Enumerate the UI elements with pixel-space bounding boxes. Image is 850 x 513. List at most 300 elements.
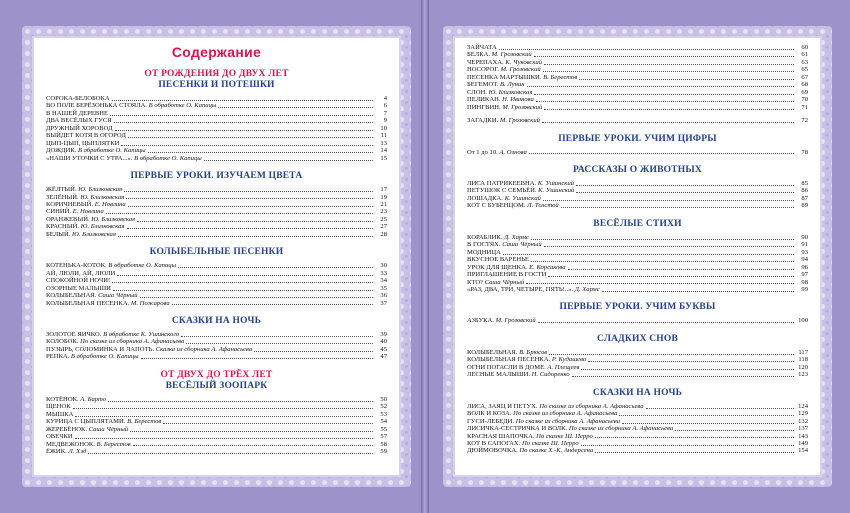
page-number: 71 bbox=[801, 103, 808, 111]
page-number: 30 bbox=[380, 262, 387, 270]
entry-title bbox=[467, 364, 579, 371]
entry-title bbox=[46, 95, 110, 102]
toc-entry[interactable] bbox=[467, 241, 808, 248]
page-number: 53 bbox=[380, 410, 387, 418]
entry-title-text: ВОЛК И КОЗА. bbox=[467, 410, 512, 418]
page-number: 36 bbox=[380, 292, 387, 300]
toc-entry[interactable] bbox=[467, 89, 808, 96]
entry-author: По сказке Ш. Перро bbox=[522, 439, 579, 447]
entry-title bbox=[46, 223, 125, 230]
section-heading: КОЛЫБЕЛЬНЫЕ ПЕСЕНКИ bbox=[149, 247, 284, 258]
entry-title-text: «РАЗ, ДВА, ТРИ, ЧЕТЫРЕ, ПЯТЬ!..». bbox=[467, 285, 574, 293]
page-number: 89 bbox=[801, 202, 808, 210]
page-number: 63 bbox=[801, 58, 808, 66]
page-number: 117 bbox=[798, 348, 808, 356]
entry-title bbox=[467, 234, 529, 241]
entry-title bbox=[46, 433, 73, 440]
page-number: 35 bbox=[380, 284, 387, 292]
entry-title-text: ЗЕЛЁНЫЙ. bbox=[46, 193, 79, 201]
toc-entry[interactable] bbox=[46, 346, 387, 353]
entry-title bbox=[467, 149, 527, 156]
entry-title-text: НОСОРОГ. bbox=[467, 66, 499, 74]
dot-leader bbox=[133, 445, 373, 446]
page-number: 69 bbox=[801, 88, 808, 96]
entry-title-text: СИНИЙ. bbox=[46, 208, 72, 216]
dot-leader bbox=[534, 56, 794, 57]
toc-entry[interactable] bbox=[46, 186, 387, 193]
entry-title bbox=[467, 187, 574, 194]
toc-entry[interactable] bbox=[46, 403, 387, 410]
dot-leader bbox=[534, 94, 794, 95]
dot-leader bbox=[526, 283, 794, 284]
dot-leader bbox=[137, 221, 373, 222]
toc-entry[interactable] bbox=[46, 117, 387, 124]
page-number: 40 bbox=[380, 338, 387, 346]
toc-entry[interactable] bbox=[467, 149, 808, 156]
entry-title bbox=[46, 186, 122, 193]
entry-title-text: ВЫЙДЕТ КОТЯ В ОГОРОД bbox=[46, 132, 126, 140]
toc-entry[interactable] bbox=[467, 317, 808, 324]
page-number: 67 bbox=[801, 73, 808, 81]
toc-entry[interactable] bbox=[467, 403, 808, 410]
page-number: 99 bbox=[801, 285, 808, 293]
left-sheet bbox=[36, 40, 397, 473]
page-number: 55 bbox=[380, 425, 387, 433]
toc-entry[interactable] bbox=[467, 51, 808, 58]
toc-entry[interactable] bbox=[46, 95, 387, 102]
page-number: 7 bbox=[383, 109, 387, 117]
entry-author: М. Грозовский bbox=[491, 51, 532, 59]
entry-author: К. Ушинский bbox=[504, 194, 541, 202]
entry-title-text: КОЛЫБЕЛЬНАЯ. bbox=[46, 292, 97, 300]
toc-entry[interactable] bbox=[467, 364, 808, 371]
entry-title-text: КТО? bbox=[467, 278, 484, 286]
entry-title-text: ПИНГВИН. bbox=[467, 103, 501, 111]
toc-entry[interactable] bbox=[467, 418, 808, 425]
entry-title-text: ДРУЖНЫЙ ХОРОВОД bbox=[46, 124, 113, 132]
toc-entry[interactable] bbox=[467, 256, 808, 263]
entry-author: По сказке из сборника А. Афанасьева bbox=[539, 402, 644, 410]
entry-author: В обработке О. Капицы bbox=[148, 102, 217, 110]
entry-title-text: ЗОЛОТОЕ ЯИЧКО. bbox=[46, 330, 102, 338]
entry-title-text: ДЮЙМОВОЧКА. bbox=[467, 447, 518, 455]
page-number: 137 bbox=[798, 425, 808, 433]
dot-leader bbox=[602, 291, 794, 292]
entry-author: Ю. Близковская bbox=[72, 230, 116, 238]
entry-author: Д. Хармс bbox=[504, 233, 530, 241]
toc-entry[interactable] bbox=[467, 117, 808, 124]
entry-title bbox=[46, 110, 108, 117]
page-number: 132 bbox=[798, 417, 808, 425]
entry-title bbox=[467, 418, 620, 425]
entry-title-text: ДОЖДИК. bbox=[46, 147, 77, 155]
toc-entry[interactable] bbox=[467, 425, 808, 432]
toc-entry[interactable] bbox=[467, 66, 808, 73]
toc-entry[interactable] bbox=[467, 96, 808, 103]
entry-title-text: КОЛЫБЕЛЬНАЯ ПЕСЕНКА. bbox=[46, 299, 130, 307]
entry-title-text: ОВЕЧКИ bbox=[46, 433, 73, 441]
entry-title bbox=[467, 403, 644, 410]
lace-frame-left bbox=[22, 26, 411, 487]
dot-leader bbox=[531, 239, 794, 240]
dot-leader bbox=[254, 351, 373, 352]
dot-leader bbox=[141, 358, 373, 359]
entry-title bbox=[467, 241, 542, 248]
entry-author: К. Чуковский bbox=[505, 58, 543, 66]
entry-title bbox=[46, 262, 176, 269]
entry-author: В. Берестов bbox=[127, 418, 162, 426]
entry-author: В. Брюсов bbox=[519, 348, 548, 356]
dot-leader bbox=[675, 430, 794, 431]
entry-title-text: ЖЕРЕБЁНОК. bbox=[46, 425, 88, 433]
entry-title-text: КОТ В САПОГАХ. bbox=[467, 439, 521, 447]
entry-author: Саша Чёрный bbox=[484, 278, 525, 286]
dot-leader bbox=[572, 376, 794, 377]
entry-title-text: ОЗОРНЫЕ МАЛЫШИ bbox=[46, 284, 111, 292]
entry-title bbox=[467, 117, 540, 124]
dot-leader bbox=[88, 453, 373, 454]
section-gap bbox=[467, 293, 808, 302]
entry-title bbox=[46, 396, 106, 403]
dot-leader bbox=[110, 115, 373, 116]
dot-leader bbox=[542, 122, 794, 123]
entry-title-text: КРАСНЫЙ. bbox=[46, 223, 79, 231]
dot-leader bbox=[115, 130, 373, 131]
toc-entry[interactable] bbox=[46, 110, 387, 117]
page-number: 85 bbox=[801, 179, 808, 187]
entry-title-text: ПУЗЫРЬ, СОЛОМИНКА И ЛАПОТЬ. bbox=[46, 345, 155, 353]
page-number: 25 bbox=[380, 215, 387, 223]
entry-author: Ю. Близковская bbox=[488, 88, 533, 96]
page-number: 21 bbox=[380, 200, 387, 208]
lace-frame-right bbox=[443, 26, 832, 487]
page-number: 78 bbox=[801, 148, 808, 156]
entry-title-text: КОЛЫБЕЛЬНАЯ ПЕСЕНКА. bbox=[467, 356, 551, 364]
entry-author: Р. Кудашева bbox=[551, 356, 587, 364]
toc-entry[interactable] bbox=[46, 418, 387, 425]
entry-title-text: КОТЁНОК. bbox=[46, 395, 79, 403]
entry-author: А. Барто bbox=[80, 395, 107, 403]
toc-entry[interactable] bbox=[46, 338, 387, 345]
entry-title-text: От 1 до 10. bbox=[467, 148, 498, 156]
toc-entry[interactable] bbox=[467, 371, 808, 378]
page-number: 27 bbox=[380, 223, 387, 231]
section-heading: ОТ ДВУХ ДО ТРЁХ ЛЕТ bbox=[160, 369, 273, 380]
entry-author: А. Плещеев bbox=[547, 363, 580, 371]
dot-leader bbox=[531, 261, 794, 262]
toc-entry[interactable] bbox=[46, 194, 387, 201]
entry-author: М. Грозовский bbox=[502, 103, 543, 111]
dot-leader bbox=[646, 408, 794, 409]
toc-entry[interactable] bbox=[467, 356, 808, 363]
toc-entry[interactable] bbox=[467, 249, 808, 256]
left-page bbox=[0, 0, 421, 513]
toc-entry[interactable] bbox=[467, 264, 808, 271]
section-gap bbox=[467, 125, 808, 134]
dot-leader bbox=[536, 101, 794, 102]
toc-entry[interactable] bbox=[46, 155, 387, 162]
entry-author: По сказке из сборника А. Афанасьева bbox=[513, 410, 618, 418]
toc-entry[interactable] bbox=[46, 426, 387, 433]
toc-entry[interactable] bbox=[46, 433, 387, 440]
entry-title-text: ЩЕНОК bbox=[46, 403, 71, 411]
dot-leader bbox=[121, 145, 373, 146]
entry-title bbox=[467, 249, 501, 256]
page-number: 4 bbox=[383, 95, 387, 102]
dot-leader bbox=[128, 206, 373, 207]
dot-leader bbox=[117, 275, 373, 276]
section-gap bbox=[467, 156, 808, 165]
entry-author: Сказка из сборника А. Афанасьева bbox=[155, 345, 253, 353]
entry-author: Н. Сидоренко bbox=[531, 371, 570, 379]
toc-entry[interactable] bbox=[467, 234, 808, 241]
entry-author: А. Ознова bbox=[499, 148, 527, 156]
toc-section bbox=[46, 370, 387, 456]
entry-author: Ю. Близковская bbox=[78, 186, 123, 194]
entry-title bbox=[46, 338, 184, 345]
entry-title-text: ЛИСА ПАТРИКЕЕВНА. bbox=[467, 179, 537, 187]
entry-author: М. Грозовский bbox=[500, 66, 541, 74]
page-number: 37 bbox=[380, 299, 387, 307]
dot-leader bbox=[163, 423, 373, 424]
entry-title-text: ЦЫП-ЦЫП, ЦЫПЛЯТКИ bbox=[46, 139, 120, 147]
entry-title-text: ЛИСА, ЗАЯЦ И ПЕТУХ. bbox=[467, 402, 538, 410]
entry-author: По сказке из сборника А. Афанасьева bbox=[80, 338, 185, 346]
dot-leader bbox=[529, 153, 794, 154]
dot-leader bbox=[128, 137, 373, 138]
page-number: 61 bbox=[801, 51, 808, 59]
page-number: 87 bbox=[801, 194, 808, 202]
toc-entry[interactable] bbox=[46, 277, 387, 284]
dot-leader bbox=[124, 191, 373, 192]
page-number: 6 bbox=[383, 102, 387, 110]
toc-entry[interactable] bbox=[467, 74, 808, 81]
entry-title bbox=[46, 448, 86, 455]
dot-leader bbox=[73, 408, 373, 409]
toc-entry[interactable] bbox=[467, 195, 808, 202]
dot-leader bbox=[503, 254, 794, 255]
entry-title-text: ЧЕРЕПАХА. bbox=[467, 58, 504, 66]
page-number: 19 bbox=[380, 193, 387, 201]
entry-author: Л. Толстой bbox=[527, 202, 559, 210]
dot-leader bbox=[186, 343, 373, 344]
dot-leader bbox=[576, 192, 794, 193]
entry-author: По сказке из сборника А. Афанасьева bbox=[568, 425, 674, 433]
entry-title bbox=[46, 102, 216, 109]
right-toc bbox=[467, 44, 808, 471]
entry-author: Ю. Близковская bbox=[91, 215, 136, 223]
toc-entry[interactable] bbox=[467, 104, 808, 111]
toc-section bbox=[467, 388, 808, 455]
section-heading: СЛАДКИХ СНОВ bbox=[597, 333, 678, 344]
page-number: 23 bbox=[380, 208, 387, 216]
toc-entry[interactable] bbox=[46, 292, 387, 299]
toc-entry[interactable] bbox=[46, 300, 387, 307]
entry-author: В обработке О. Капицы bbox=[77, 147, 146, 155]
entry-title-text: УРОК ДЛЯ ЩЕНКА. bbox=[467, 263, 528, 271]
toc-entry[interactable] bbox=[46, 331, 387, 338]
toc-entry[interactable] bbox=[46, 231, 387, 238]
section-heading: ПЕРВЫЕ УРОКИ. УЧИМ ЦИФРЫ bbox=[558, 133, 717, 144]
toc-entry[interactable] bbox=[467, 202, 808, 209]
entry-author: М. Грозовский bbox=[499, 117, 540, 125]
toc-entry[interactable] bbox=[46, 353, 387, 360]
toc-entry[interactable] bbox=[46, 132, 387, 139]
dot-leader bbox=[75, 416, 373, 417]
entry-title bbox=[467, 264, 566, 271]
right-page bbox=[429, 0, 850, 513]
dot-leader bbox=[595, 437, 794, 438]
toc-entry[interactable] bbox=[467, 410, 808, 417]
toc-section bbox=[467, 334, 808, 379]
entry-title bbox=[467, 371, 570, 378]
entry-author: Е. Новлина bbox=[94, 200, 126, 208]
entry-title-text: КОЛОБОК. bbox=[46, 338, 79, 346]
page-number: 123 bbox=[798, 371, 808, 379]
toc-entry[interactable] bbox=[467, 286, 808, 293]
toc-entry[interactable] bbox=[467, 433, 808, 440]
section-subheading: ВЕСЁЛЫЙ ЗООПАРК bbox=[165, 380, 268, 391]
toc-entry[interactable] bbox=[467, 81, 808, 88]
entry-title-text: ГУСИ-ЛЕБЕДИ. bbox=[467, 417, 515, 425]
entry-title bbox=[46, 147, 146, 154]
entry-title bbox=[467, 271, 546, 278]
section-heading: ПЕРВЫЕ УРОКИ. УЧИМ БУКВЫ bbox=[559, 302, 716, 313]
page-number: 15 bbox=[380, 154, 387, 162]
page-number: 100 bbox=[798, 317, 808, 325]
entry-title-text: «НАШИ УТОЧКИ С УТРА...». bbox=[46, 154, 133, 162]
entry-title bbox=[46, 300, 170, 307]
page-number: 154 bbox=[798, 447, 808, 455]
toc-entry[interactable] bbox=[467, 271, 808, 278]
entry-author: М. Пожарова bbox=[130, 299, 170, 307]
toc-entry[interactable] bbox=[46, 285, 387, 292]
dot-leader bbox=[204, 160, 373, 161]
page-number: 50 bbox=[380, 395, 387, 403]
dot-leader bbox=[112, 282, 373, 283]
dot-leader bbox=[576, 185, 794, 186]
toc-entry[interactable] bbox=[46, 223, 387, 230]
toc-section bbox=[467, 44, 808, 111]
entry-title-text: ПЕСЕНКА МАРТЫШКИ. bbox=[467, 73, 542, 81]
entry-author: Е. Корсакова bbox=[529, 263, 566, 271]
page-number: 33 bbox=[380, 269, 387, 277]
toc-entry[interactable] bbox=[46, 396, 387, 403]
entry-title bbox=[467, 44, 497, 51]
toc-entry[interactable] bbox=[467, 349, 808, 356]
entry-title bbox=[46, 411, 73, 418]
entry-author: По сказке Х.-К. Андерсена bbox=[519, 447, 594, 455]
dot-leader bbox=[543, 200, 794, 201]
dot-leader bbox=[172, 304, 373, 305]
dot-leader bbox=[75, 438, 373, 439]
entry-author: В обработке О. Капицы bbox=[108, 262, 177, 270]
entry-author: К. Ушинский bbox=[538, 187, 575, 195]
toc-entry[interactable] bbox=[46, 208, 387, 215]
page-number: 94 bbox=[801, 256, 808, 264]
entry-title-text: СОРОКА-БЕЛОБОКА bbox=[46, 95, 110, 102]
entry-title-text: ОРАНЖЕВЫЙ. bbox=[46, 215, 90, 223]
toc-entry[interactable] bbox=[46, 102, 387, 109]
entry-title-text: ЗАЙЧАТА bbox=[467, 44, 497, 51]
toc-entry[interactable] bbox=[46, 441, 387, 448]
dot-leader bbox=[126, 198, 373, 199]
page-number: 17 bbox=[380, 186, 387, 194]
dot-leader bbox=[130, 431, 373, 432]
entry-author: М. Грозовский bbox=[495, 317, 536, 325]
entry-title-text: ЛОШАДКА. bbox=[467, 194, 503, 202]
page-number: 52 bbox=[380, 403, 387, 411]
toc-entry[interactable] bbox=[46, 448, 387, 455]
entry-title-text: КОРАБЛИК. bbox=[467, 233, 503, 241]
toc-section bbox=[46, 69, 387, 162]
toc-entry[interactable] bbox=[467, 59, 808, 66]
toc-entry[interactable] bbox=[46, 147, 387, 154]
section-heading: РАССКАЗЫ О ЖИВОТНЫХ bbox=[573, 164, 702, 175]
page-number: 54 bbox=[380, 418, 387, 426]
page-number: 28 bbox=[380, 230, 387, 238]
page-number: 57 bbox=[380, 433, 387, 441]
toc-entry[interactable] bbox=[46, 411, 387, 418]
toc-entry[interactable] bbox=[467, 187, 808, 194]
toc-section bbox=[46, 171, 387, 238]
section-gap bbox=[46, 162, 387, 171]
section-heading: СКАЗКИ НА НОЧЬ bbox=[171, 315, 262, 326]
toc-entry[interactable] bbox=[467, 279, 808, 286]
page-number: 124 bbox=[798, 402, 808, 410]
entry-title bbox=[46, 418, 161, 425]
left-toc bbox=[46, 44, 387, 471]
entry-title bbox=[467, 104, 542, 111]
entry-title bbox=[46, 132, 126, 139]
entry-title-text: РЕПКА. bbox=[46, 353, 70, 361]
entry-author: По сказке из сборника А. Афанасьева bbox=[515, 417, 621, 425]
entry-title bbox=[467, 66, 541, 73]
page-number: 118 bbox=[798, 356, 808, 364]
section-subheading: ПЕСЕНКИ И ПОТЕШКИ bbox=[158, 80, 275, 90]
entry-author: Саша Чёрный bbox=[98, 292, 138, 300]
page-number: 143 bbox=[798, 432, 808, 440]
toc-entry[interactable] bbox=[46, 140, 387, 147]
entry-title bbox=[467, 256, 529, 263]
entry-title bbox=[46, 441, 131, 448]
entry-title bbox=[46, 426, 128, 433]
book-gutter bbox=[421, 0, 429, 513]
dot-leader bbox=[178, 267, 373, 268]
toc-section bbox=[46, 247, 387, 307]
toc-entry[interactable] bbox=[467, 44, 808, 51]
toc-section bbox=[46, 316, 387, 361]
entry-author: Ю. Близковская bbox=[80, 223, 125, 231]
entry-title-text: АЙ, ЛЮЛИ, АЙ, ЛЮЛИ bbox=[46, 269, 116, 277]
dot-leader bbox=[106, 213, 373, 214]
entry-title bbox=[467, 74, 577, 81]
dot-leader bbox=[113, 290, 373, 291]
entry-title bbox=[467, 317, 536, 324]
page-number: 9 bbox=[383, 117, 387, 125]
toc-entry[interactable] bbox=[467, 447, 808, 454]
page-number: 70 bbox=[801, 96, 808, 104]
dot-leader bbox=[114, 122, 373, 123]
page-number: 39 bbox=[380, 330, 387, 338]
page-number: 129 bbox=[798, 410, 808, 418]
dot-leader bbox=[544, 109, 794, 110]
page-number: 149 bbox=[798, 439, 808, 447]
entry-author: Д. Хармс bbox=[574, 285, 600, 293]
section-heading: ОТ РОЖДЕНИЯ ДО ДВУХ ЛЕТ bbox=[144, 69, 289, 79]
right-sheet bbox=[457, 40, 818, 473]
toc-entry[interactable] bbox=[46, 262, 387, 269]
